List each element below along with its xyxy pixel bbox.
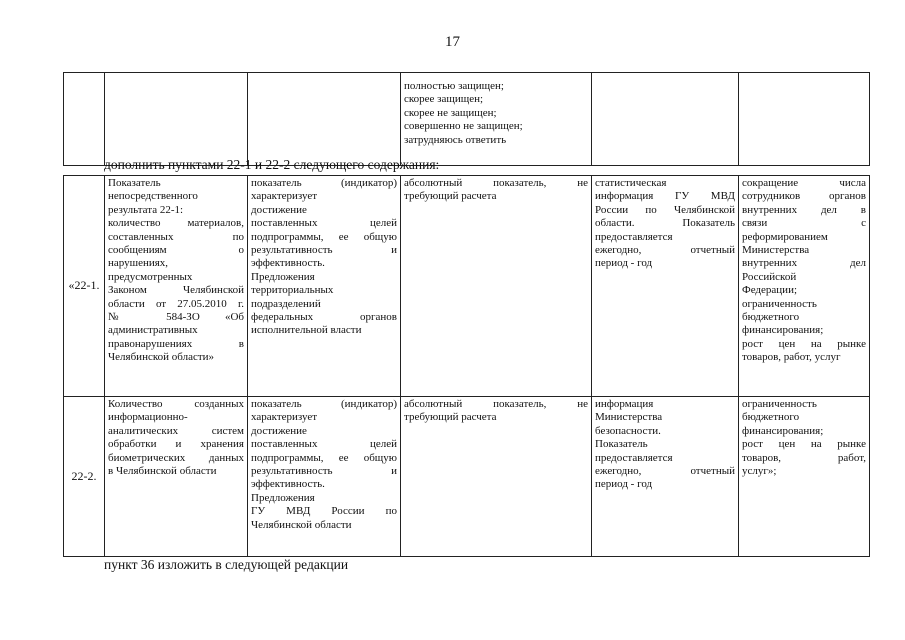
text-line: характеризует (251, 411, 318, 424)
text-line: количество материалов, (108, 217, 244, 230)
text-line: Федерации; (742, 284, 798, 297)
text-line: области. Показатель (595, 217, 735, 230)
answer-option: полностью защищен; (404, 80, 504, 92)
text-line: период - год (595, 478, 653, 491)
text-line: требующий расчета (404, 190, 497, 203)
indicators-table (63, 175, 870, 557)
text-line: период - год (595, 257, 653, 270)
text-line: ограниченность (742, 297, 817, 310)
text-line: России по Челябинской (595, 203, 735, 216)
text-line: предоставляется (595, 230, 673, 243)
indicator-definition (248, 176, 401, 397)
text-line: товаров, работ, услуг (742, 351, 841, 364)
text-line: области от 27.05.2010 г. (108, 297, 244, 310)
text-line: требующий расчета (404, 411, 497, 424)
text-line: информация (595, 398, 654, 410)
text-line: № 584-ЗО «Об (108, 311, 244, 324)
text-line: Предложения (251, 270, 315, 283)
row-number: 22-2. (64, 397, 105, 557)
text-line: реформированием (742, 230, 828, 243)
influencing-factors (739, 176, 870, 397)
answer-option: скорее не защищен; (404, 106, 497, 119)
text-line: нарушениях, (108, 257, 169, 270)
text-line: сотрудников органов (742, 190, 866, 203)
text-line: внутренних дел в (742, 203, 866, 216)
influencing-factors (739, 397, 870, 557)
answer-option: совершенно не защищен; (404, 120, 523, 133)
text-line: сообщениям о (108, 244, 244, 257)
text-line: федеральных органов (251, 311, 397, 324)
text-line: информационно- (108, 411, 188, 424)
row-number: «22-1. (64, 176, 105, 397)
indicator-name (105, 176, 248, 397)
cell-empty-num (64, 73, 105, 166)
text-line: товаров, работ, (742, 451, 866, 464)
text-line: Челябинской области» (108, 351, 215, 364)
text-line: рост цен на рынке (742, 337, 866, 350)
data-source (592, 176, 739, 397)
cell-empty-factors (739, 73, 870, 166)
text-line: биометрических данных (108, 451, 244, 464)
text-line: поставленных целей (251, 217, 397, 230)
text-line: Министерства (595, 411, 663, 424)
text-line: бюджетного (742, 311, 800, 324)
text-line: Законом Челябинской (108, 284, 244, 297)
cell-empty-name (105, 73, 248, 166)
text-line: подразделений (251, 297, 321, 310)
outro-paragraph: пункт 36 изложить в следующей редакции (104, 557, 349, 572)
calculation-method (401, 397, 592, 557)
text-line: сокращение числа (742, 177, 866, 189)
text-line: результата 22-1: (108, 203, 184, 216)
text-line: Показатель (595, 438, 648, 451)
text-line: Показатель (108, 177, 161, 189)
text-line: ежегодно, отчетный (595, 465, 735, 478)
text-line: достижение (251, 203, 307, 216)
answer-option: скорее защищен; (404, 93, 484, 106)
text-line: информация ГУ МВД (595, 190, 735, 203)
text-line: показатель (индикатор) (251, 398, 397, 410)
text-line: показатель (индикатор) (251, 177, 397, 189)
text-line: рост цен на рынке (742, 438, 866, 451)
continued-table (63, 72, 870, 166)
text-line: финансирования; (742, 324, 824, 337)
text-line: связи с (742, 217, 866, 230)
answer-option: затрудняюсь ответить (404, 133, 507, 146)
text-line: аналитических систем (108, 424, 244, 437)
text-line: подпрограммы, ее общую (251, 230, 397, 243)
text-line: территориальных (251, 284, 334, 297)
text-line: безопасности. (595, 424, 661, 437)
text-line: статистическая (595, 177, 667, 189)
cell-empty-definition (248, 73, 401, 166)
text-line: результативность и (251, 465, 397, 478)
text-line: внутренних дел (742, 257, 866, 270)
text-line: достижение (251, 424, 307, 437)
text-line: составленных по (108, 230, 244, 243)
text-line: предоставляется (595, 451, 673, 464)
text-line: правонарушениях в (108, 337, 244, 350)
text-line: абсолютный показатель, не (404, 177, 588, 189)
data-source (592, 397, 739, 557)
text-line: характеризует (251, 190, 318, 203)
text-line: финансирования; (742, 424, 824, 437)
text-line: предусмотренных (108, 270, 193, 283)
indicator-definition (248, 397, 401, 557)
text-line: бюджетного (742, 411, 800, 424)
text-line: Челябинской области (251, 518, 352, 531)
text-line: обработки и хранения (108, 438, 244, 451)
text-line: результативность и (251, 244, 397, 257)
text-line: эффективность. (251, 478, 325, 491)
text-line: абсолютный показатель, не (404, 398, 588, 410)
page-number: 17 (445, 34, 460, 50)
text-line: исполнительной власти (251, 324, 362, 337)
indicator-name (105, 397, 248, 557)
text-line: ГУ МВД России по (251, 505, 397, 518)
text-line: Предложения (251, 491, 315, 504)
text-line: непосредственного (108, 190, 198, 203)
text-line: ограниченность (742, 398, 817, 410)
text-line: административных (108, 324, 198, 337)
text-line: Количество созданных (108, 398, 244, 410)
text-line: в Челябинской области (108, 465, 217, 478)
text-line: Российской (742, 270, 797, 283)
text-line: поставленных целей (251, 438, 397, 451)
cell-answer-options (401, 73, 592, 166)
intro-paragraph: дополнить пунктами 22-1 и 22-2 следующего содержания: (104, 157, 440, 172)
calculation-method (401, 176, 592, 397)
text-line: подпрограммы, ее общую (251, 451, 397, 464)
text-line: услуг»; (742, 465, 777, 478)
text-line: ежегодно, отчетный (595, 244, 735, 257)
text-line: эффективность. (251, 257, 325, 270)
table-row (64, 397, 870, 557)
text-line: Министерства (742, 244, 810, 257)
cell-empty-source (592, 73, 739, 166)
table-row (64, 176, 870, 397)
